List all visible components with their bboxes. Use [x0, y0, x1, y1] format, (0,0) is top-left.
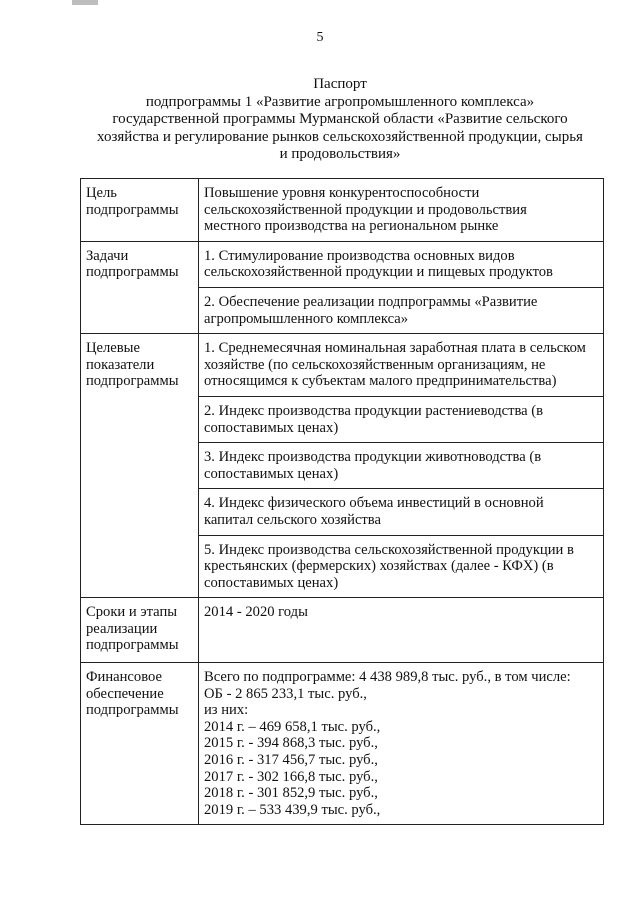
task-item: 1. Стимулирование производства основных видов сельскохозяйственной продукции и пищевых продуктов — [199, 241, 604, 287]
document-heading — [80, 76, 600, 164]
indicator-item: 4. Индекс физического объема инвестиций в основной капитал сельского хозяйства — [199, 489, 604, 535]
indicator-item: 5. Индекс производства сельскохозяйственной продукции в крестьянских (фермерских) хозяйствах (далее - КФХ) (в сопоставимых ценах) — [199, 535, 604, 598]
finance-line: из них: — [204, 702, 249, 719]
finance-line: 2017 г. - 302 166,8 тыс. руб., — [204, 768, 378, 785]
table-row-tasks — [81, 241, 604, 287]
finance-line: Всего по подпрограмме: 4 438 989,8 тыс. руб., в том числе: — [204, 669, 571, 686]
page-number: 5 — [316, 30, 324, 45]
passport-table — [80, 178, 604, 825]
finance-cell — [199, 663, 604, 825]
finance-line: ОБ - 2 865 233,1 тыс. руб., — [204, 685, 367, 702]
table-row-indicators — [81, 334, 604, 397]
row-label-tasks: Задачи подпрограммы — [81, 241, 199, 333]
task-item: 2. Обеспечение реализации подпрограммы «Развитие агропромышленного комплекса» — [199, 287, 604, 333]
heading-line: подпрограммы 1 «Развитие агропромышленного комплекса» — [145, 93, 535, 110]
heading-line: хозяйства и регулирование рынков сельскохозяйственной продукции, сырья — [97, 128, 583, 145]
table-row-goal — [81, 179, 604, 242]
row-label-indicators: Целевые показатели подпрограммы — [81, 334, 199, 598]
row-label-finance: Финансовое обеспечение подпрограммы — [81, 663, 199, 825]
finance-line: 2018 г. - 301 852,9 тыс. руб., — [204, 785, 378, 802]
finance-line: 2016 г. - 317 456,7 тыс. руб., — [204, 752, 378, 769]
scan-mark — [72, 0, 98, 5]
finance-line: 2019 г. – 533 439,9 тыс. руб., — [204, 801, 381, 818]
terms-text: 2014 - 2020 годы — [199, 598, 604, 663]
finance-line: 2014 г. – 469 658,1 тыс. руб., — [204, 718, 381, 735]
indicator-item: 2. Индекс производства продукции растениеводства (в сопоставимых ценах) — [199, 396, 604, 442]
indicator-item: 3. Индекс производства продукции животноводства (в сопоставимых ценах) — [199, 443, 604, 489]
table-row-terms — [81, 598, 604, 663]
row-label-terms: Сроки и этапы реализации подпрограммы — [81, 598, 199, 663]
table-row-finance — [81, 663, 604, 825]
heading-line: и продовольствия» — [279, 146, 401, 162]
finance-line: 2015 г. - 394 868,3 тыс. руб., — [204, 735, 378, 752]
heading-line: государственной программы Мурманской области «Развитие сельского — [112, 111, 568, 127]
indicator-item: 1. Среднемесячная номинальная заработная плата в сельском хозяйстве (по сельскохозяйственным организациям, не относящимся к субъектам малого предпринимательства) — [199, 334, 604, 397]
heading-title: Паспорт — [313, 76, 367, 92]
row-label-goal: Цель подпрограммы — [81, 179, 199, 242]
goal-text: Повышение уровня конкурентоспособности сельскохозяйственной продукции и продовольствия местного производства на региональном рынке — [199, 179, 604, 242]
